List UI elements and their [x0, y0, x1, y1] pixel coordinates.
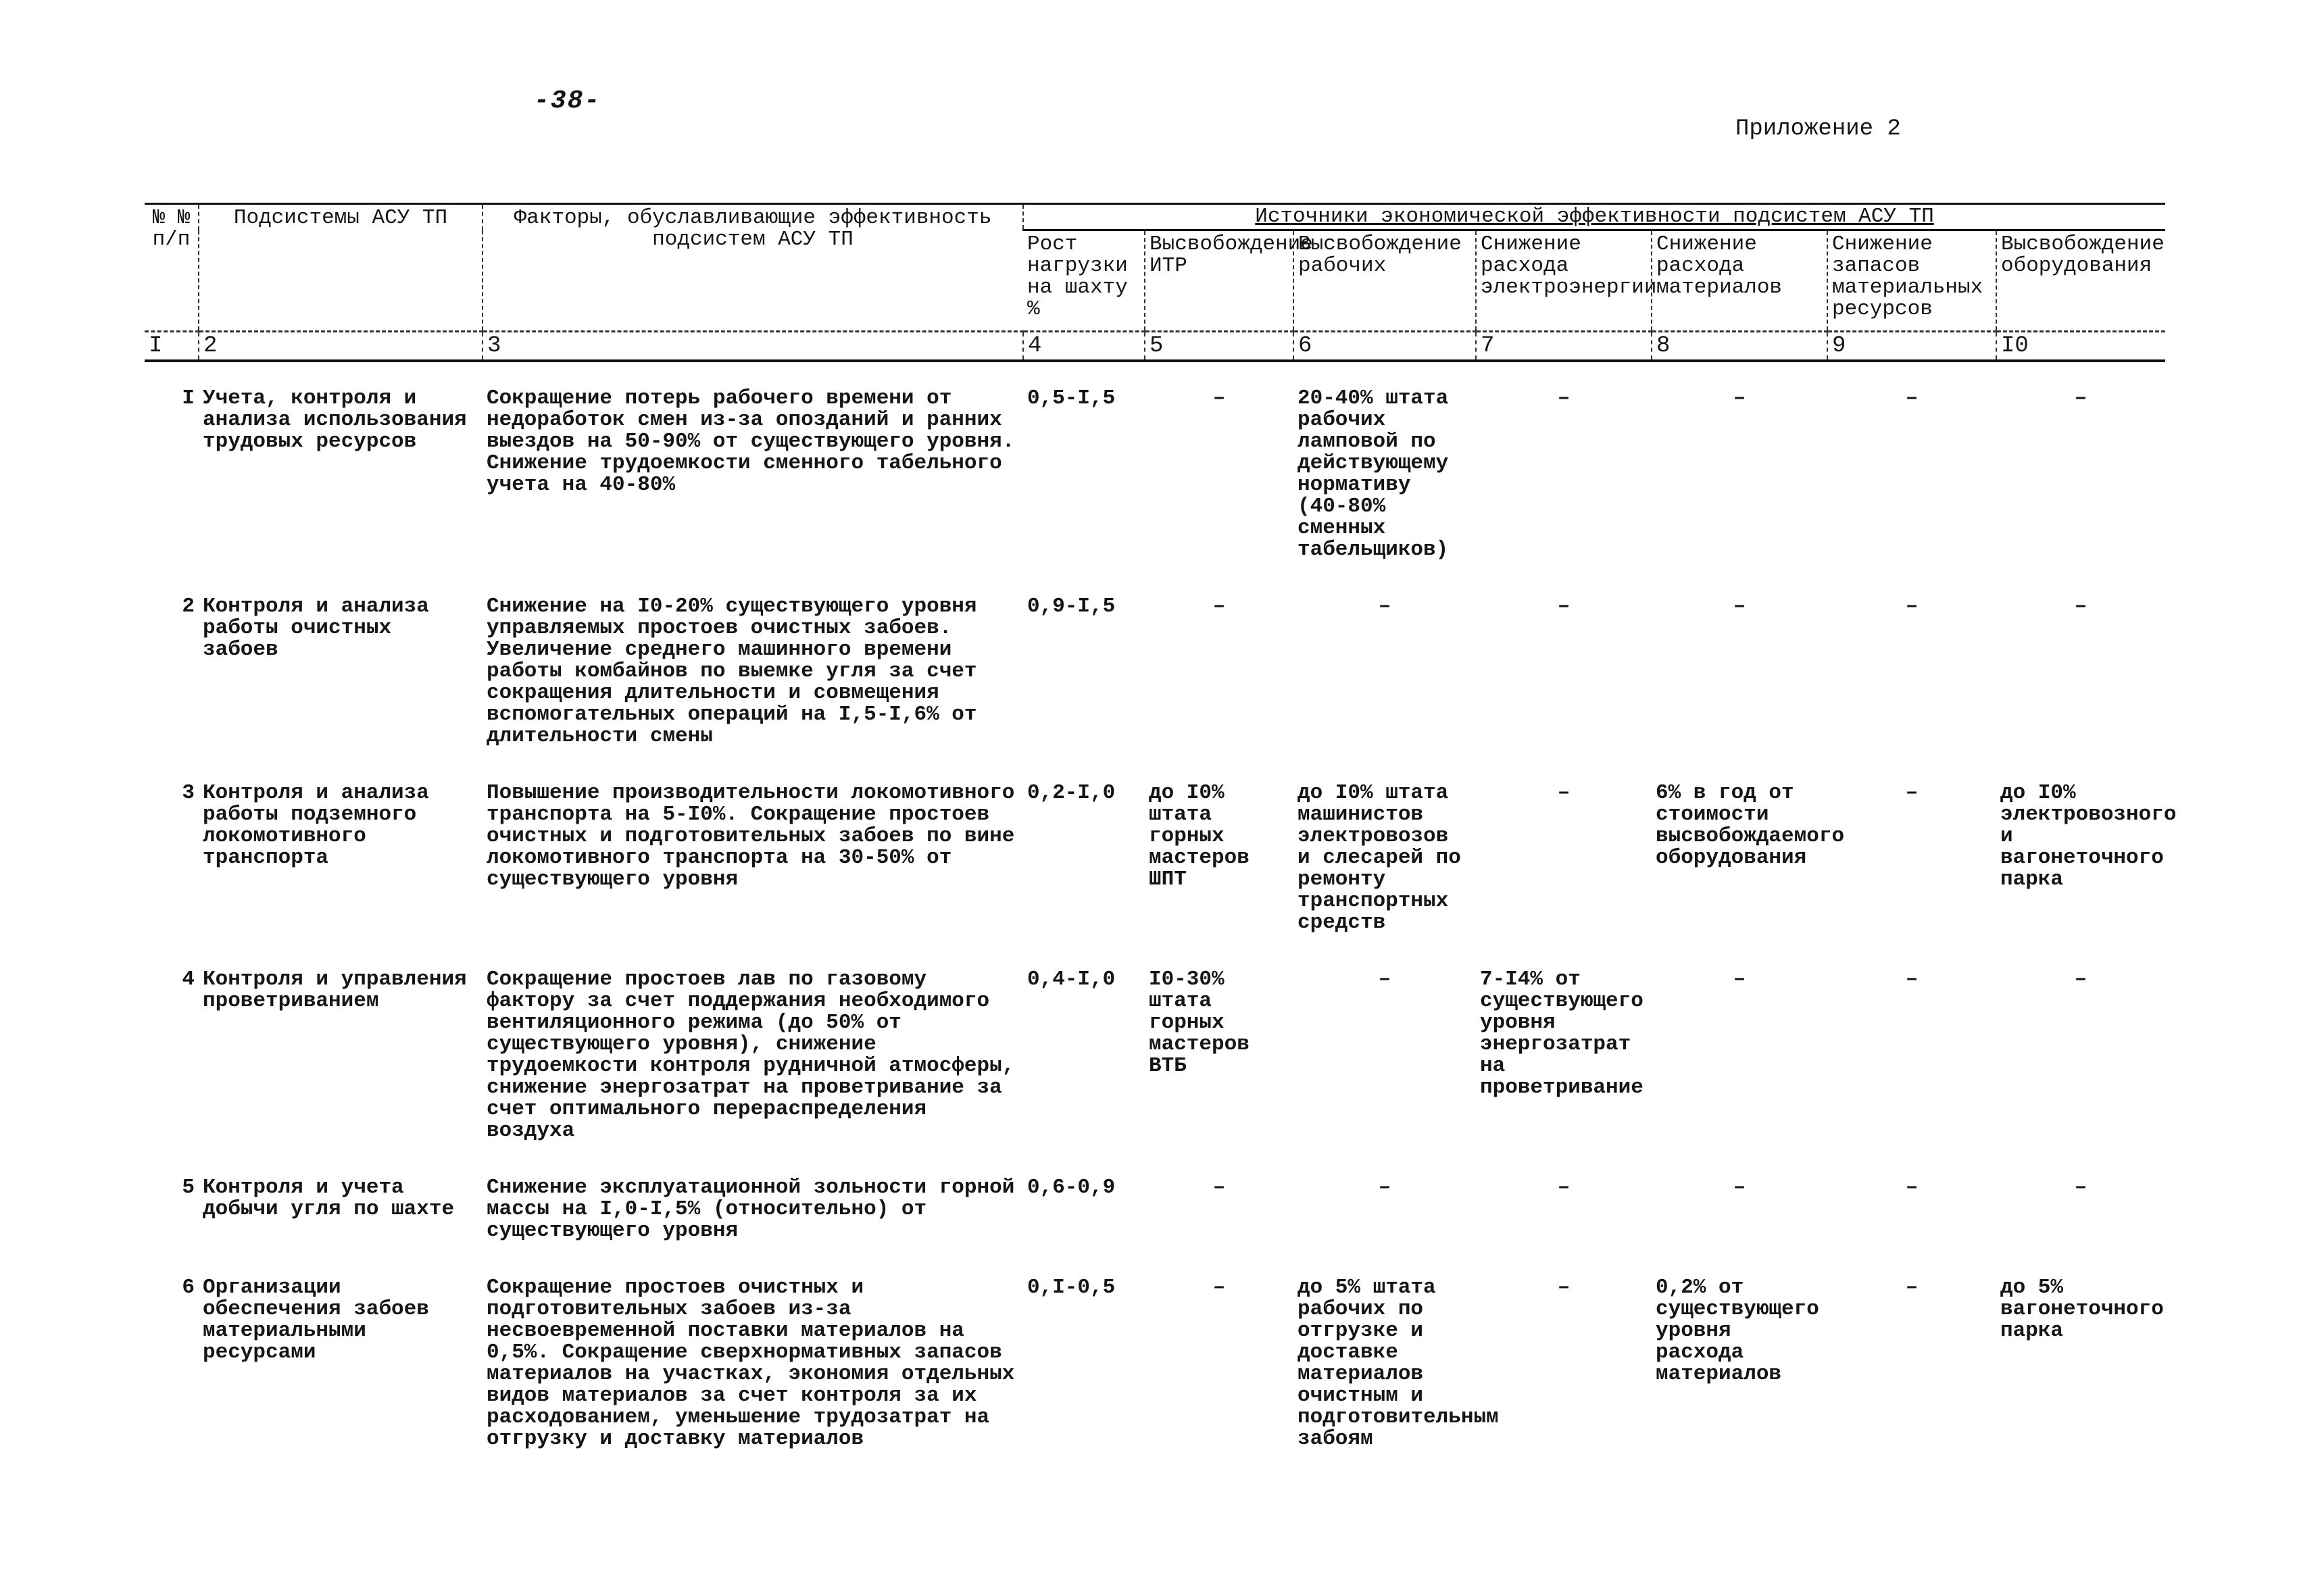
column-number: 6 [1293, 332, 1476, 361]
col-header-materials: Снижение расхода материалов [1652, 230, 1827, 332]
col-header-load-growth: Рост нагрузки на шахту % [1027, 232, 1128, 321]
appendix-label: Приложение 2 [1735, 116, 1901, 142]
table-row [145, 1251, 2165, 1460]
row-materials: 0,2% от существующего уровня расхода материалов [1656, 1276, 1819, 1386]
column-number: 5 [1145, 332, 1293, 361]
row-itr-release: I0-30% штата горных мастеров ВТБ [1149, 968, 1250, 1078]
row-workers-release: – [1378, 595, 1391, 618]
row-workers-release: 20-40% штата рабочих ламповой по действующему нормативу (40-80% сменных табельщиков) [1297, 386, 1449, 562]
row-number: 3 [182, 781, 195, 805]
table-row [145, 757, 2165, 943]
page-number: -38- [534, 86, 601, 116]
row-factors: Сокращение простоев очистных и подготовительных забоев из-за несвоевременной поставки материалов на 0,5%. Сокращение сверхнормативных запасов материалов на участках, экономия отдельных видов материалов за счет контроля за их расходованием, уменьшение трудозатрат на отгрузку и доставку материалов [487, 1276, 1015, 1451]
row-stocks: – [1905, 1176, 1919, 1199]
row-number: 2 [182, 595, 195, 618]
row-materials: – [1733, 968, 1746, 991]
row-equipment: – [2074, 968, 2087, 991]
row-load-growth: 0,6-0,9 [1027, 1176, 1116, 1199]
row-materials: 6% в год от стоимости высвобождаемого оборудования [1656, 781, 1845, 870]
header-row-top [145, 204, 2165, 230]
row-load-growth: 0,9-I,5 [1027, 595, 1116, 618]
row-itr-release: до I0% штата горных мастеров ШПТ [1149, 781, 1250, 891]
column-number: 3 [483, 332, 1023, 361]
column-number: 4 [1023, 332, 1145, 361]
row-subsystem: Организации обеспечения забоев материальными ресурсами [203, 1276, 429, 1364]
col-header-subsystem: Подсистемы АСУ ТП [199, 204, 483, 332]
column-number: I0 [1996, 332, 2165, 361]
row-subsystem: Учета, контроля и анализа использования трудовых ресурсов [203, 386, 467, 453]
table-row [145, 1151, 2165, 1251]
row-load-growth: 0,I-0,5 [1027, 1276, 1116, 1299]
row-electricity: – [1557, 781, 1571, 805]
row-workers-release: – [1378, 968, 1391, 991]
row-load-growth: 0,2-I,0 [1027, 781, 1116, 805]
row-workers-release: до 5% штата рабочих по отгрузке и доставке материалов очистным и подготовительным забоям [1297, 1276, 1499, 1451]
row-electricity: – [1557, 386, 1571, 410]
row-workers-release: – [1378, 1176, 1391, 1199]
col-header-stocks: Снижение запасов материальных ресурсов [1827, 230, 1996, 332]
row-stocks: – [1905, 781, 1919, 805]
row-factors: Повышение производительности локомотивного транспорта на 5-I0%. Сокращение простоев очистных и подготовительных забоев по вине локомотивного транспорта на 30-50% от существующего уровня [487, 781, 1015, 891]
row-stocks: – [1905, 1276, 1919, 1299]
row-stocks: – [1905, 968, 1919, 991]
row-electricity: – [1557, 595, 1571, 618]
row-subsystem: Контроля и учета добычи угля по шахте [203, 1176, 455, 1221]
row-equipment: до I0% электровозного и вагонеточного парка [2000, 781, 2177, 891]
column-number-row [145, 332, 2165, 361]
row-number: I [182, 386, 195, 410]
row-equipment: – [2074, 386, 2087, 410]
row-workers-release: до I0% штата машинистов электровозов и слесарей по ремонту транспортных средств [1297, 781, 1461, 934]
row-electricity: – [1557, 1276, 1571, 1299]
col-header-factors: Факторы, обуславливающие эффективность подсистем АСУ ТП [483, 204, 1023, 332]
row-load-growth: 0,5-I,5 [1027, 386, 1116, 410]
row-factors: Сокращение простоев лав по газовому фактору за счет поддержания необходимого вентиляционного режима (до 50% от существующего уровня), снижение трудоемкости контроля рудничной атмосферы, снижение энергозатрат на проветривание за счет оптимального перераспределения воздуха [487, 968, 1015, 1143]
row-electricity: – [1557, 1176, 1571, 1199]
row-factors: Сокращение потерь рабочего времени от недоработок смен из-за опозданий и ранних выездов на 50-90% от существующего уровня. Снижение трудоемкости сменного табельного учета на 40-80% [487, 386, 1015, 497]
row-materials: – [1733, 595, 1746, 618]
row-equipment: – [2074, 595, 2087, 618]
row-stocks: – [1905, 595, 1919, 618]
col-header-workers-release: Высвобождение рабочих [1293, 230, 1476, 332]
row-factors: Снижение на I0-20% существующего уровня управляемых простоев очистных забоев. Увеличение среднего машинного времени работы комбайнов по выемке угля за счет сокращения длительности и совмещения вспомогательных операций на I,5-I,6% от длительности смены [487, 595, 977, 748]
table-row [145, 361, 2165, 570]
row-number: 6 [182, 1276, 195, 1299]
table-row [145, 943, 2165, 1151]
col-header-equipment: Высвобождение оборудования [1996, 230, 2165, 332]
col-header-group: Источники экономической эффективности подсистем АСУ ТП [1023, 204, 2165, 230]
row-materials: – [1733, 1176, 1746, 1199]
row-equipment: до 5% вагонеточного парка [2000, 1276, 2164, 1343]
row-subsystem: Контроля и анализа работы очистных забоев [203, 595, 429, 662]
column-number: 2 [199, 332, 483, 361]
column-number: 7 [1476, 332, 1652, 361]
col-header-electricity: Снижение расхода электроэнергии [1476, 230, 1652, 332]
row-electricity: 7-I4% от существующего уровня энергозатрат на проветривание [1480, 968, 1643, 1099]
row-load-growth: 0,4-I,0 [1027, 968, 1116, 991]
column-number: 8 [1652, 332, 1827, 361]
row-itr-release: – [1212, 1276, 1226, 1299]
col-header-num: № № п/п [145, 204, 199, 332]
row-factors: Снижение эксплуатационной зольности горной массы на I,0-I,5% (относительно) от существующего уровня [487, 1176, 1015, 1243]
row-number: 4 [182, 968, 195, 991]
row-itr-release: – [1212, 1176, 1226, 1199]
efficiency-table [145, 203, 2177, 1460]
row-stocks: – [1905, 386, 1919, 410]
row-equipment: – [2074, 1176, 2087, 1199]
row-itr-release: – [1212, 386, 1226, 410]
row-itr-release: – [1212, 595, 1226, 618]
table-row [145, 570, 2165, 757]
row-materials: – [1733, 386, 1746, 410]
row-subsystem: Контроля и управления проветриванием [203, 968, 467, 1013]
col-header-itr-release: Высвобождение ИТР [1145, 230, 1293, 332]
column-number: 9 [1827, 332, 1996, 361]
column-number: I [145, 332, 199, 361]
row-number: 5 [182, 1176, 195, 1199]
row-subsystem: Контроля и анализа работы подземного локомотивного транспорта [203, 781, 429, 870]
